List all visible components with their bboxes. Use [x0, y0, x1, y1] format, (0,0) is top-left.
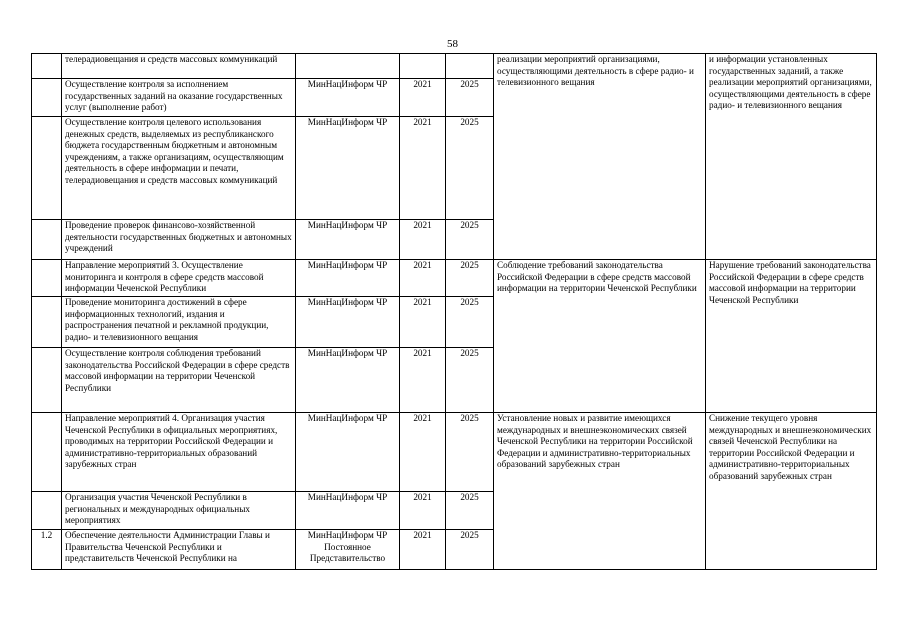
- row-number: [32, 348, 62, 413]
- start-year: 2021: [400, 117, 446, 220]
- measure-text: Проведение проверок финансово-хозяйственной деятельности государственных бюджетных и автономных учреждений: [62, 220, 296, 260]
- table-row: [32, 413, 877, 492]
- end-year: 2025: [446, 413, 494, 492]
- table-row: [32, 260, 877, 297]
- row-number: [32, 492, 62, 530]
- executor: МинНацИнформ ЧР: [296, 492, 400, 530]
- row-number: 1.2: [32, 530, 62, 570]
- end-year: 2025: [446, 260, 494, 297]
- start-year: 2021: [400, 413, 446, 492]
- table-row: [32, 54, 877, 79]
- end-year: [446, 54, 494, 79]
- end-year: 2025: [446, 530, 494, 570]
- measure-text: Осуществление контроля за исполнением государственных заданий на оказание государственных услуг (выполнение работ): [62, 79, 296, 117]
- executor: МинНацИнформ ЧР: [296, 260, 400, 297]
- measure-text: Проведение мониторинга достижений в сфере информационных технологий, издания и распространения печатной и рекламной продукции, радио- и телевизионного вещания: [62, 297, 296, 348]
- expected-result: Установление новых и развитие имеющихся международных и внешнеэкономических связей Чеченской Республики на территории Российской Федерации и административно-территориальных образований зарубежных стран: [494, 413, 706, 570]
- start-year: 2021: [400, 79, 446, 117]
- start-year: 2021: [400, 260, 446, 297]
- risk-consequence: и информации установленных государственных заданий, а также реализации мероприятий организациями, осуществляющими деятельность в сфере радио- и телевизионного вещания: [706, 54, 877, 260]
- start-year: 2021: [400, 220, 446, 260]
- start-year: 2021: [400, 297, 446, 348]
- start-year: 2021: [400, 492, 446, 530]
- executor: [296, 54, 400, 79]
- row-number: [32, 260, 62, 297]
- row-number: [32, 220, 62, 260]
- row-number: [32, 297, 62, 348]
- measure-text: Направление мероприятий 4. Организация участия Чеченской Республики в официальных мероприятиях, проводимых на территории Российской Федерации и административно-территориальных образований зарубежных стран: [62, 413, 296, 492]
- executor: МинНацИнформ ЧР: [296, 117, 400, 220]
- executor: МинНацИнформ ЧР: [296, 297, 400, 348]
- executor: МинНацИнформ ЧР: [296, 220, 400, 260]
- row-number: [32, 54, 62, 79]
- start-year: 2021: [400, 348, 446, 413]
- risk-consequence: Снижение текущего уровня международных и внешнеэкономических связей Чеченской Республики на территории Российской Федерации и административно-территориальных образований зарубежных стран: [706, 413, 877, 570]
- end-year: 2025: [446, 492, 494, 530]
- end-year: 2025: [446, 117, 494, 220]
- measures-table: [31, 53, 877, 570]
- measure-text: Организация участия Чеченской Республики в региональных и международных официальных мероприятиях: [62, 492, 296, 530]
- measure-text: Направление мероприятий 3. Осуществление мониторинга и контроля в сфере средств массовой информации Чеченской Республики: [62, 260, 296, 297]
- measure-text: Осуществление контроля целевого использования денежных средств, выделяемых из республиканского бюджета государственным бюджетным и автономным учреждениям, а также организациям, осуществляющим деятельность в сфере информации и печати, телерадиовещания и средств массовых коммуникаций: [62, 117, 296, 220]
- end-year: 2025: [446, 348, 494, 413]
- executor: МинНацИнформ ЧР: [296, 413, 400, 492]
- expected-result: Соблюдение требований законодательства Российской Федерации в сфере средств массовой информации на территории Чеченской Республики: [494, 260, 706, 413]
- end-year: 2025: [446, 220, 494, 260]
- start-year: 2021: [400, 530, 446, 570]
- page-number: 58: [447, 38, 458, 50]
- executor: МинНацИнформ ЧР: [296, 79, 400, 117]
- measure-text: телерадиовещания и средств массовых коммуникаций: [62, 54, 296, 79]
- measure-text: Обеспечение деятельности Администрации Главы и Правительства Чеченской Республики и представительств Чеченской Республики на: [62, 530, 296, 570]
- row-number: [32, 413, 62, 492]
- risk-consequence: Нарушение требований законодательства Российской Федерации в сфере средств массовой информации на территории Чеченской Республики: [706, 260, 877, 413]
- end-year: 2025: [446, 297, 494, 348]
- end-year: 2025: [446, 79, 494, 117]
- expected-result: реализации мероприятий организациями, осуществляющими деятельность в сфере радио- и телевизионного вещания: [494, 54, 706, 260]
- measure-text: Осуществление контроля соблюдения требований законодательства Российской Федерации в сфере средств массовой информации на территории Чеченской Республики: [62, 348, 296, 413]
- executor: МинНацИнформ ЧР: [296, 348, 400, 413]
- start-year: [400, 54, 446, 79]
- row-number: [32, 117, 62, 220]
- row-number: [32, 79, 62, 117]
- executor: МинНацИнформ ЧР Постоянное Представительство: [296, 530, 400, 570]
